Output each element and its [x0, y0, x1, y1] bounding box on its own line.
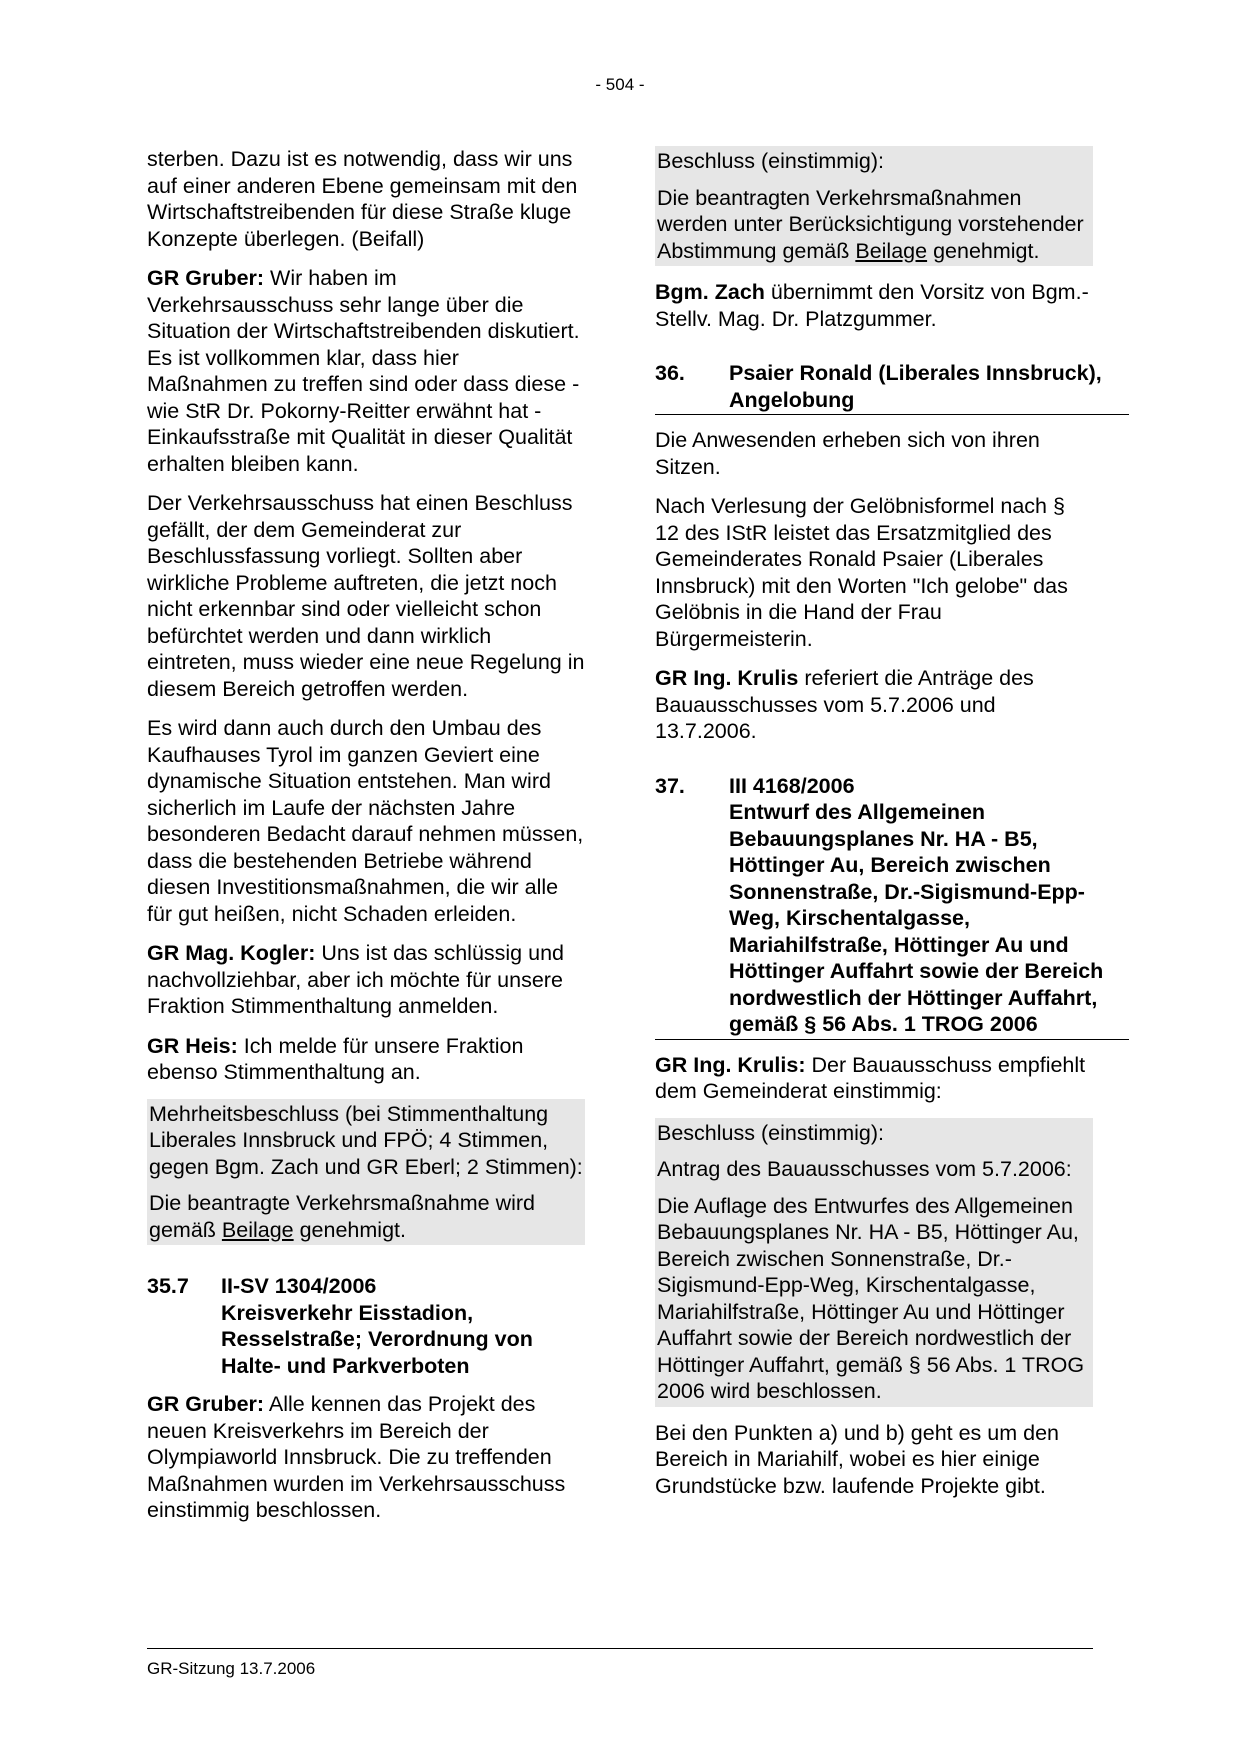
- speaker-name: GR Ing. Krulis:: [655, 1052, 806, 1077]
- speech-text: Alle kennen das Projekt des neuen Kreisverkehrs im Bereich der Olympiaworld Innsbruck. Die zu treffenden Maßnahmen wurden im Verkehrsausschuss einstimmig beschlossen.: [147, 1392, 566, 1522]
- beilage-link: Beilage: [855, 238, 928, 263]
- resolution-vote: Beschluss (einstimmig):: [657, 149, 884, 173]
- footer-session: GR-Sitzung 13.7.2006: [147, 1659, 316, 1678]
- speaker-name: GR Ing. Krulis: [655, 666, 799, 690]
- speech-text: Ich melde für unsere Fraktion ebenso Stimmenthaltung an.: [147, 1033, 524, 1084]
- resolution-box: [655, 146, 1093, 266]
- speech-text: Wir haben im Verkehrsausschuss sehr lange über die Situation der Wirtschaftstreibenden diskutiert. Es ist vollkommen klar, dass hier Maßnahmen zu treffen sind oder dass diese - wie StR Dr. Pokorny-Reitter erwähnt hat - Einkaufsstraße mit Qualität in dieser Qualität erhalten bleiben kann.: [147, 266, 580, 476]
- speech-text: referiert die Anträge des Bauausschusses vom 5.7.2006 und 13.7.2006.: [655, 666, 1034, 743]
- agenda-item-number: 35.7: [147, 1274, 189, 1298]
- agenda-item-title: Psaier Ronald (Liberales Innsbruck), Angelobung: [729, 361, 1102, 412]
- agenda-item-36: [655, 360, 1129, 415]
- resolution-text: [149, 1190, 583, 1243]
- speech-text: Der Bauausschuss empfiehlt dem Gemeinderat einstimmig:: [655, 1052, 1086, 1103]
- agenda-item-35-7: [147, 1273, 585, 1379]
- resolution-text-part: Die beantragten Verkehrsmaßnahmen werden unter Berücksichtigung vorstehender Abstimmung gemäß: [657, 185, 1084, 263]
- resolution-motion: Antrag des Bauausschusses vom 5.7.2006:: [657, 1157, 1072, 1181]
- speech-krulis: [655, 665, 1093, 745]
- speech-text: Uns ist das schlüssig und nachvollziehbar, aber ich möchte für unsere Fraktion Stimmenthaltung anmelden.: [147, 941, 564, 1018]
- resolution-vote: Beschluss (einstimmig):: [657, 1120, 884, 1145]
- agenda-item-title: [729, 773, 1129, 1038]
- speaker-name: Bgm. Zach: [655, 280, 765, 304]
- speech-heis: [147, 1033, 585, 1086]
- paragraph: Bei den Punkten a) und b) geht es um den Bereich in Mariahilf, wobei es hier einige Grundstücke bzw. laufende Projekte gibt.: [655, 1420, 1059, 1498]
- footer-divider: [147, 1648, 1093, 1649]
- speaker-name: GR Heis:: [147, 1033, 238, 1058]
- paragraph: Nach Verlesung der Gelöbnisformel nach § 12 des IStR leistet das Ersatzmitglied des Gemeinderates Ronald Psaier (Liberales Innsbruck) mit den Worten "Ich gelobe" das Gelöbnis in die Hand der Frau Bürgermeisterin.: [655, 494, 1068, 651]
- agenda-item-title: [221, 1273, 585, 1379]
- speaker-name: GR Gruber:: [147, 1392, 265, 1416]
- resolution-box: [147, 1099, 585, 1246]
- speaker-name: GR Mag. Kogler:: [147, 941, 316, 965]
- chair-change: [655, 279, 1093, 332]
- agenda-item-number: 36.: [655, 361, 685, 385]
- agenda-item-ref: II-SV 1304/2006: [221, 1274, 377, 1298]
- left-column: [147, 146, 585, 1537]
- agenda-item-ref: III 4168/2006: [729, 773, 855, 798]
- agenda-item-37: [655, 773, 1129, 1040]
- speech-krulis: [655, 1052, 1093, 1105]
- speech-text: übernimmt den Vorsitz von Bgm.-Stellv. Mag. Dr. Platzgummer.: [655, 280, 1089, 331]
- speech-kogler: [147, 940, 585, 1020]
- resolution-text: Die Auflage des Entwurfes des Allgemeinen Bebauungsplanes Nr. HA - B5, Höttinger Au, Bereich zwischen Sonnenstraße, Dr.-Sigismund-Epp-Weg, Kirschentalgasse, Mariahilfstraße, Höttinger Au und Höttinger Auffahrt sowie der Bereich nordwestlich der Höttinger Auffahrt, gemäß § 56 Abs. 1 TROG 2006 wird beschlossen.: [657, 1193, 1085, 1403]
- beilage-link: Beilage: [221, 1217, 294, 1242]
- speaker-name: GR Gruber:: [147, 266, 265, 290]
- paragraph: Die Anwesenden erheben sich von ihren Sitzen.: [655, 428, 1040, 479]
- speech-gruber: [147, 1391, 585, 1524]
- speech-gruber: [147, 265, 585, 477]
- resolution-text-part: genehmigt.: [293, 1217, 406, 1242]
- paragraph: Der Verkehrsausschuss hat einen Beschluss gefällt, der dem Gemeinderat zur Beschlussfassung vorliegt. Sollten aber wirkliche Probleme auftreten, die jetzt noch nicht erkennbar sind oder vielleicht schon befürchtet werden und dann wirklich eintreten, muss wieder eine neue Regelung in diesem Bereich getroffen werden.: [147, 491, 585, 701]
- page-number: - 504 -: [595, 75, 645, 94]
- paragraph: Es wird dann auch durch den Umbau des Kaufhauses Tyrol im ganzen Geviert eine dynamische Situation entstehen. Man wird sicherlich im Laufe der nächsten Jahre besonderen Bedacht darauf nehmen müssen, dass die bestehenden Betriebe während diesen Investitionsmaßnahmen, die wir alle für gut heißen, nicht Schaden erleiden.: [147, 716, 584, 926]
- resolution-text-part: Die beantragte Verkehrsmaßnahme wird gemäß: [149, 1191, 535, 1242]
- agenda-item-subject: Kreisverkehr Eisstadion, Resselstraße; Verordnung von Halte- und Parkverboten: [221, 1300, 533, 1378]
- resolution-box: [655, 1118, 1093, 1407]
- paragraph: sterben. Dazu ist es notwendig, dass wir uns auf einer anderen Ebene gemeinsam mit den Wirtschaftstreibenden für diese Straße kluge Konzepte überlegen. (Beifall): [147, 147, 578, 251]
- agenda-item-number: 37.: [655, 773, 685, 798]
- resolution-vote: Mehrheitsbeschluss (bei Stimmenthaltung Liberales Innsbruck und FPÖ; 4 Stimmen, gegen Bgm. Zach und GR Eberl; 2 Stimmen):: [149, 1101, 583, 1179]
- right-column: [655, 146, 1104, 1512]
- resolution-text: [657, 185, 1091, 265]
- agenda-item-subject: Entwurf des Allgemeinen Bebauungsplanes Nr. HA - B5, Höttinger Au, Bereich zwischen Sonnenstraße, Dr.-Sigismund-Epp-Weg, Kirschentalgasse, Mariahilfstraße, Höttinger Au und Höttinger Auffahrt sowie der Bereich nordwestlich der Höttinger Auffahrt, gemäß § 56 Abs. 1 TROG 2006: [729, 800, 1104, 1036]
- resolution-text-part: genehmigt.: [927, 238, 1040, 263]
